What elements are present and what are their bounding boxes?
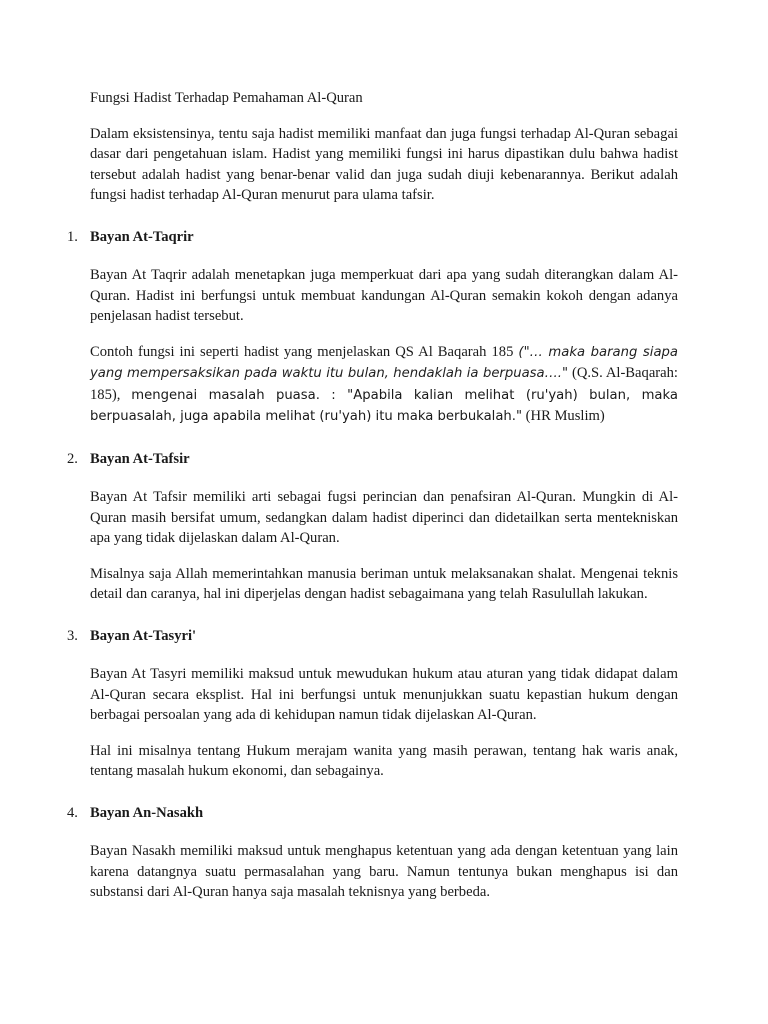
- intro-paragraph: Dalam eksistensinya, tentu saja hadist memiliki manfaat dan juga fungsi terhadap Al-Quran sebagai dasar dari pengetahuan islam. Hadist yang memiliki fungsi ini harus dipastikan dulu bahwa hadist tersebut adalah hadist yang benar-benar valid dan juga sudah diuji kebenarannya. Berikut adalah fungsi hadist terhadap Al-Quran menurut para ulama tafsir.: [90, 125, 678, 203]
- hadith-quote: "Apabila kalian melihat (ru'yah) bulan, maka berpuasalah, juga apabila melihat (ru'yah) itu maka berbukalah.": [90, 387, 678, 424]
- section-heading-text: Bayan At-Tasyri': [90, 627, 197, 644]
- section-bayan-an-nasakh: [67, 803, 678, 903]
- quran-reference: (Q.S. Al-Baqarah: 185),: [90, 365, 678, 403]
- section-heading-text: Bayan An-Nasakh: [90, 804, 204, 821]
- section-bayan-at-tasyri: [67, 626, 678, 803]
- hadith-source: (HR Muslim): [522, 408, 605, 424]
- section-paragraph: Bayan At Taqrir adalah menetapkan juga memperkuat dari apa yang sudah diterangkan dalam Al-Quran. Hadist ini berfungsi untuk membuat kandungan Al-Quran semakin kokoh dengan adanya penjelasan hadist tersebut.: [90, 267, 678, 324]
- section-paragraph: Bayan At Tasyri memiliki maksud untuk mewudukan hukum atau aturan yang tidak didapat dalam Al-Quran secara eksplist. Hal ini berfungsi untuk menunjukkan suatu kepastian hukum dengan berbagai persoalan yang ada di kehidupan namun tidak dijelaskan Al-Quran.: [90, 666, 678, 723]
- section-paragraph: Bayan At Tafsir memiliki arti sebagai fugsi perincian dan penafsiran Al-Quran. Mungkin di Al-Quran masih bersifat umum, sedangkan dalam hadist diperinci dan didetailkan serta mentekniskan apa yang tidak dijelaskan dalam Al-Quran.: [90, 489, 678, 546]
- document-title: Fungsi Hadist Terhadap Pemahaman Al-Quran: [90, 90, 363, 106]
- section-number: 1.: [67, 228, 78, 245]
- quran-quote: ("… maka barang siapa yang mempersaksikan pada waktu itu bulan, hendaklah ia berpuasa….": [90, 344, 678, 381]
- example-mid: mengenai masalah puasa. :: [131, 387, 348, 403]
- section-paragraph: Bayan Nasakh memiliki maksud untuk menghapus ketentuan yang ada dengan ketentuan yang lain karena datangnya suatu permasalahan yang baru. Namun tentunya bukan menghapus isi dan substansi dari Al-Quran hanya saja masalah teknisnya yang berbeda.: [90, 843, 678, 900]
- example-paragraph: [90, 342, 678, 428]
- section-paragraph: Hal ini misalnya tentang Hukum merajam wanita yang masih perawan, tentang hak waris anak, tentang masalah hukum ekonomi, dan sebagainya.: [90, 742, 678, 779]
- section-heading: [67, 449, 678, 470]
- section-number: 2.: [67, 450, 78, 467]
- section-heading-text: Bayan At-Tafsir: [90, 450, 190, 467]
- section-bayan-at-tafsir: [67, 449, 678, 626]
- section-number: 3.: [67, 627, 78, 644]
- document-page: [67, 88, 678, 918]
- section-heading: [67, 803, 678, 824]
- section-number: 4.: [67, 804, 78, 821]
- section-bayan-at-taqrir: [67, 227, 678, 449]
- section-heading-text: Bayan At-Taqrir: [90, 228, 194, 245]
- section-heading: [67, 227, 678, 248]
- section-heading: [67, 626, 678, 647]
- example-lead: Contoh fungsi ini seperti hadist yang menjelaskan QS Al Baqarah 185: [90, 343, 519, 360]
- section-paragraph: Misalnya saja Allah memerintahkan manusia beriman untuk melaksanakan shalat. Mengenai teknis detail dan caranya, hal ini diperjelas dengan hadist sebagaimana yang telah Rasulullah lakukan.: [90, 565, 678, 602]
